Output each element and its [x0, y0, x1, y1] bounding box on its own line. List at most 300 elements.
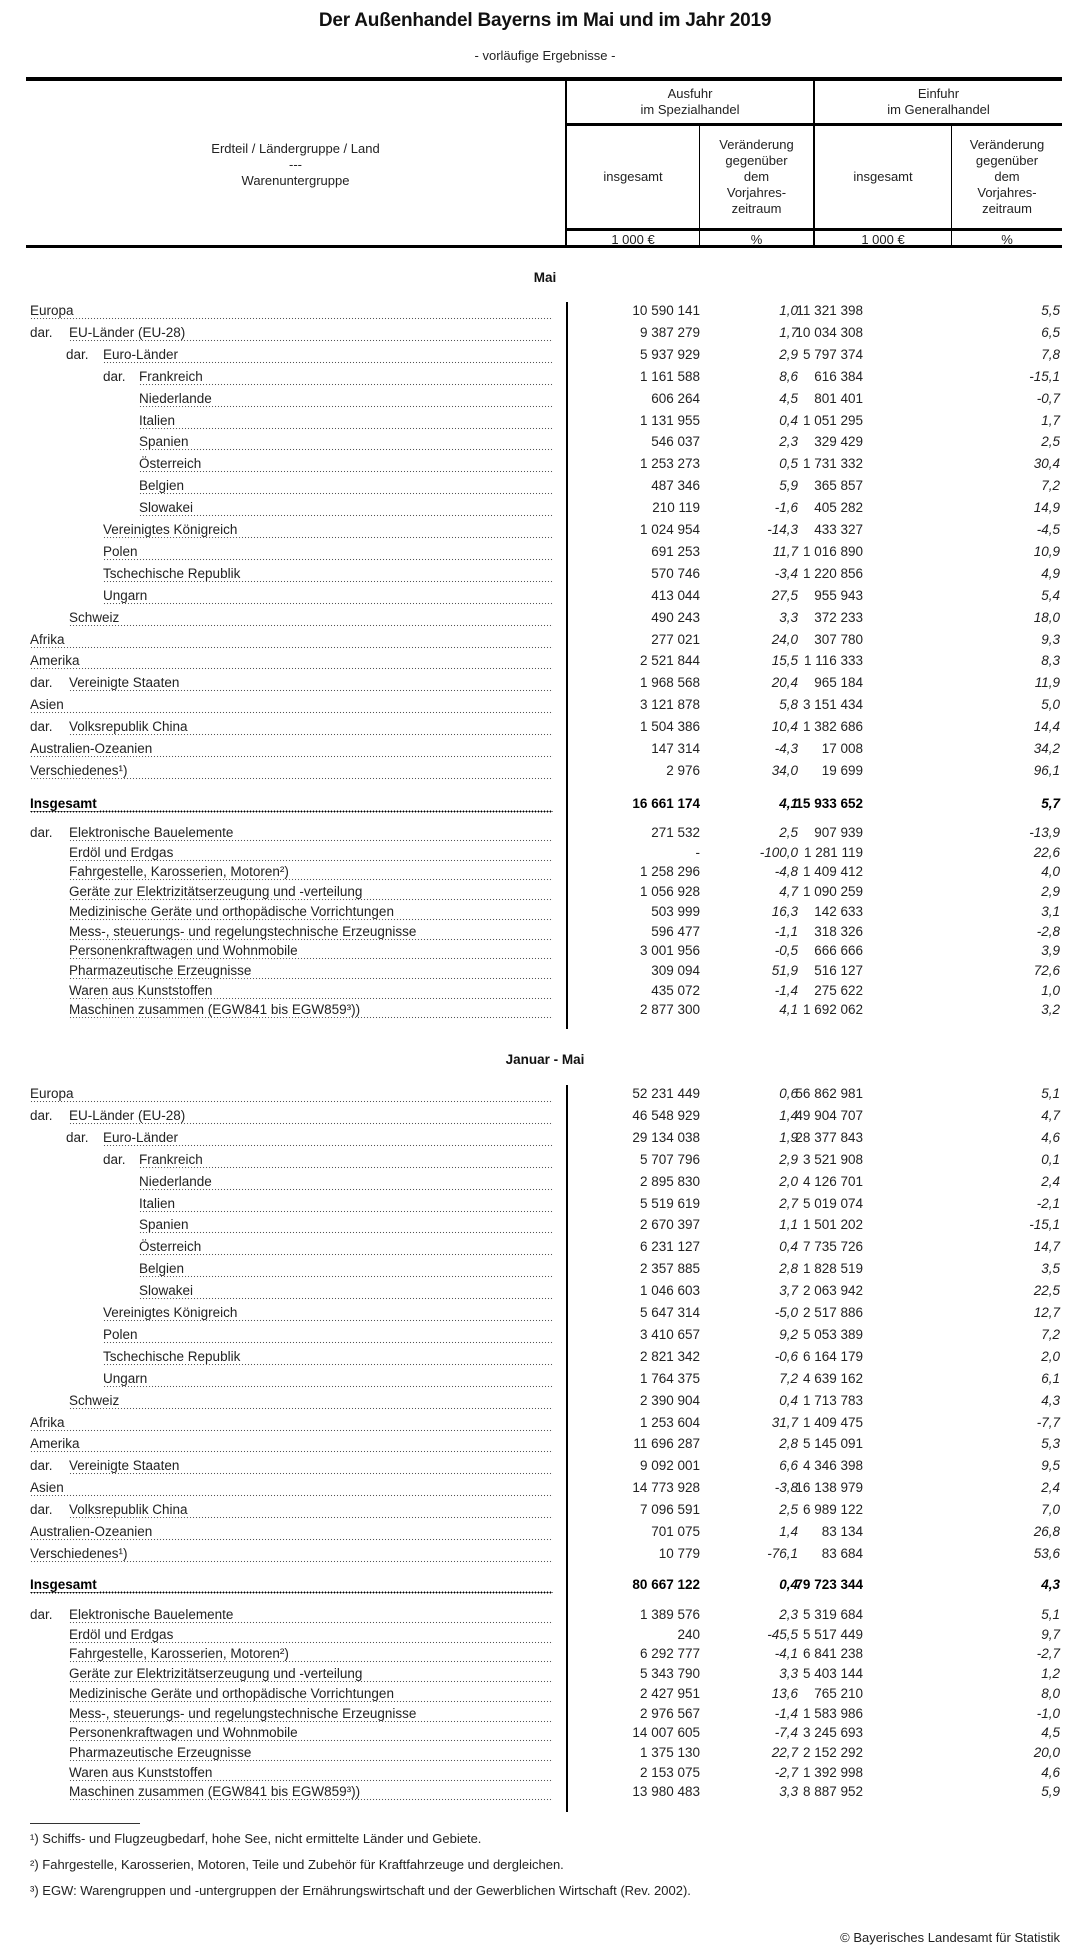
table-row: [0, 585, 1090, 607]
export-value: 1 024 954: [639, 522, 700, 537]
prefix-label: dar.: [30, 325, 53, 340]
row-label: [69, 325, 553, 343]
import-change: 72,6: [1033, 963, 1060, 978]
export-change: 2,8: [779, 1261, 798, 1276]
row-label: [69, 675, 553, 693]
import-change: -2,1: [1036, 1196, 1060, 1211]
table-row: [0, 1214, 1090, 1236]
header-label: dem: [994, 169, 1020, 184]
import-value: 7 735 726: [802, 1239, 863, 1254]
import-value: 5 403 144: [802, 1666, 863, 1681]
export-value: 1 161 588: [639, 369, 700, 384]
table-row: [0, 1127, 1090, 1149]
row-label-text: Fahrgestelle, Karosserien, Motoren²): [69, 1646, 292, 1661]
export-change: 13,6: [771, 1686, 798, 1701]
row-label: [69, 943, 553, 961]
import-change: 14,9: [1033, 500, 1060, 515]
import-value: 1 382 686: [802, 719, 863, 734]
export-value: 2 976 567: [639, 1706, 700, 1721]
export-value: 210 119: [652, 500, 700, 515]
section-title: Januar - Mai: [505, 1052, 585, 1067]
row-label: [103, 347, 553, 365]
export-change: 11,7: [772, 544, 798, 559]
header-label: Ausfuhr: [667, 86, 713, 101]
export-change: -7,4: [774, 1725, 798, 1740]
export-value: 2 670 397: [639, 1217, 700, 1232]
row-label-text: Slowakei: [139, 1283, 196, 1298]
row-label-text: Ungarn: [103, 588, 150, 603]
export-value: 271 532: [651, 825, 700, 840]
import-change: 5,0: [1041, 697, 1060, 712]
table-row: [0, 1280, 1090, 1302]
export-value: 487 346: [651, 478, 700, 493]
import-value: 1 016 890: [802, 544, 863, 559]
header-label: Veränderung: [969, 137, 1045, 152]
row-label: [139, 413, 553, 431]
goods-row: [0, 881, 1090, 903]
import-value: 965 184: [814, 675, 863, 690]
export-change: 1,1: [779, 1217, 798, 1232]
table-row: [0, 344, 1090, 366]
table-row: [0, 1543, 1090, 1565]
export-value: 6 292 777: [639, 1646, 700, 1661]
table-row: [0, 607, 1090, 629]
import-value: 1 692 062: [802, 1002, 863, 1017]
export-change: 3,3: [779, 1666, 798, 1681]
import-value: 1 731 332: [802, 456, 863, 471]
row-label-text: Australien-Ozeanien: [30, 1524, 155, 1539]
row-label-text: Maschinen zusammen (EGW841 bis EGW859³)): [69, 1784, 363, 1799]
table-row: [0, 1368, 1090, 1390]
import-value: 405 282: [814, 500, 863, 515]
export-value: 240: [677, 1627, 700, 1642]
row-label: [69, 1458, 553, 1476]
goods-row: [0, 901, 1090, 923]
row-label: [139, 1283, 553, 1301]
footnote-1: ¹) Schiffs- und Flugzeugbedarf, hohe See, nicht ermittelte Länder und Gebiete.: [30, 1831, 482, 1846]
export-value: 29 134 038: [632, 1130, 700, 1145]
row-label-text: Slowakei: [139, 500, 196, 515]
row-label-text: Spanien: [139, 434, 192, 449]
export-value: 2 427 951: [639, 1686, 700, 1701]
export-value: 1 375 130: [639, 1745, 700, 1760]
row-label-text: Vereinigte Staaten: [69, 675, 182, 690]
export-value: 14 773 928: [632, 1480, 700, 1495]
row-label-text: Volksrepublik China: [69, 1502, 191, 1517]
goods-row: [0, 1643, 1090, 1665]
export-value: 277 021: [651, 632, 700, 647]
row-label: [139, 1261, 553, 1279]
import-value: 56 862 981: [795, 1086, 863, 1101]
export-change-header: [700, 126, 813, 228]
export-value: 1 253 604: [639, 1415, 700, 1430]
import-value: 5 145 091: [802, 1436, 863, 1451]
import-value: 365 857: [814, 478, 863, 493]
row-label: [30, 741, 553, 759]
table-row: [0, 760, 1090, 782]
row-label-text: Österreich: [139, 456, 204, 471]
table-row: [0, 453, 1090, 475]
table-row: [0, 1346, 1090, 1368]
import-value: 372 233: [814, 610, 863, 625]
unit-label: 1 000 €: [611, 231, 655, 247]
import-value: 1 220 856: [802, 566, 863, 581]
section-title: Mai: [533, 270, 557, 285]
import-value: 2 152 292: [802, 1745, 863, 1760]
goods-row: [0, 1722, 1090, 1744]
export-value: 11 696 287: [633, 1436, 700, 1451]
export-value: 1 258 296: [639, 864, 700, 879]
import-change: 9,5: [1041, 1458, 1060, 1473]
goods-row: [0, 1742, 1090, 1764]
row-label-text: Erdöl und Erdgas: [69, 1627, 176, 1642]
export-value: 52 231 449: [632, 1086, 700, 1101]
import-change: 2,0: [1041, 1349, 1060, 1364]
table-row: [0, 497, 1090, 519]
row-label-text: Frankreich: [139, 369, 206, 384]
import-change: -7,7: [1036, 1415, 1060, 1430]
import-change: -0,7: [1036, 391, 1060, 406]
export-change: 22,7: [771, 1745, 798, 1760]
row-label-text: Italien: [139, 1196, 178, 1211]
export-value: 9 387 279: [639, 325, 700, 340]
unit-cell: [700, 231, 813, 248]
row-label: [103, 1327, 553, 1345]
table-row: [0, 1477, 1090, 1499]
row-label-text: Maschinen zusammen (EGW841 bis EGW859³)): [69, 1002, 363, 1017]
row-label-text: Belgien: [139, 478, 187, 493]
row-label-text: Geräte zur Elektrizitätserzeugung und -verteilung: [69, 1666, 365, 1681]
header-label: im Spezialhandel: [640, 102, 740, 117]
import-change: 34,2: [1033, 741, 1060, 756]
header-label: Erdteil / Ländergruppe / Land: [211, 140, 380, 156]
row-label-text: Afrika: [30, 1415, 68, 1430]
import-value: 1 501 202: [802, 1217, 863, 1232]
export-value: 2 521 844: [639, 653, 700, 668]
export-change: -45,5: [767, 1627, 798, 1642]
row-label: [69, 904, 553, 922]
export-change: 27,5: [771, 588, 798, 603]
import-change: 3,5: [1041, 1261, 1060, 1276]
import-value: 49 904 707: [795, 1108, 863, 1123]
export-value: 147 314: [651, 741, 700, 756]
import-value: 1 090 259: [802, 884, 863, 899]
header-label: insgesamt: [603, 169, 663, 184]
export-change: 10,4: [771, 719, 798, 734]
import-value: 19 699: [821, 763, 863, 778]
import-value: 142 633: [814, 904, 863, 919]
import-change: 6,5: [1041, 325, 1060, 340]
import-value: 329 429: [814, 434, 863, 449]
import-change: 5,9: [1041, 1784, 1060, 1799]
export-change: 2,3: [779, 1607, 798, 1622]
export-change: 4,1: [779, 796, 798, 811]
export-change: 9,2: [779, 1327, 798, 1342]
row-label: [69, 1002, 553, 1020]
export-change: 1,4: [779, 1108, 798, 1123]
row-label-text: Australien-Ozeanien: [30, 741, 155, 756]
row-label-text: Verschiedenes¹): [30, 763, 131, 778]
import-value: 3 521 908: [802, 1152, 863, 1167]
table-row: [0, 475, 1090, 497]
import-value: 11 321 398: [796, 303, 863, 318]
import-value: 318 326: [814, 924, 863, 939]
import-change: 6,1: [1041, 1371, 1060, 1386]
import-value: 1 051 295: [802, 413, 863, 428]
import-value: 1 281 119: [803, 845, 863, 860]
header-label: Warenuntergruppe: [241, 172, 350, 188]
row-label: [139, 1152, 553, 1170]
import-change: 4,3: [1041, 1577, 1060, 1592]
import-change: 14,4: [1033, 719, 1060, 734]
import-change: 5,7: [1041, 796, 1060, 811]
row-label-header: [26, 81, 565, 248]
import-value: 2 063 942: [802, 1283, 863, 1298]
import-value: 5 797 374: [802, 347, 863, 362]
import-change: 5,5: [1041, 303, 1060, 318]
export-value: 3 121 878: [639, 697, 700, 712]
import-change: 2,4: [1041, 1480, 1060, 1495]
row-label: [30, 1577, 553, 1595]
export-change: 1,4: [779, 1524, 798, 1539]
import-change: 4,9: [1041, 566, 1060, 581]
row-label: [69, 719, 553, 737]
row-label: [69, 1393, 553, 1411]
total-row: [0, 1574, 1090, 1596]
row-label: [103, 544, 553, 562]
row-label: [69, 1686, 553, 1704]
export-value: 490 243: [651, 610, 700, 625]
export-value: -: [695, 845, 700, 860]
import-value: 616 384: [814, 369, 863, 384]
table-row: [0, 388, 1090, 410]
import-value: 1 392 998: [802, 1765, 863, 1780]
goods-row: [0, 1663, 1090, 1685]
export-change: 16,3: [771, 904, 798, 919]
row-label: [30, 1086, 553, 1104]
import-change: 0,1: [1041, 1152, 1060, 1167]
import-value: 3 245 693: [802, 1725, 863, 1740]
row-label-text: Vereinigtes Königreich: [103, 1305, 240, 1320]
export-change: 34,0: [771, 763, 798, 778]
export-value: 80 667 122: [632, 1577, 700, 1592]
import-value: 6 164 179: [802, 1349, 863, 1364]
prefix-label: dar.: [30, 675, 53, 690]
import-value: 17 008: [821, 741, 863, 756]
import-value: 1 828 519: [802, 1261, 863, 1276]
import-change: -15,1: [1029, 1217, 1060, 1232]
table-row: [0, 1193, 1090, 1215]
import-value: 1 116 333: [803, 653, 863, 668]
import-value: 516 127: [814, 963, 863, 978]
unit-label: %: [1001, 231, 1013, 247]
row-label: [103, 1305, 553, 1323]
goods-row: [0, 861, 1090, 883]
row-label-text: Vereinigtes Königreich: [103, 522, 240, 537]
export-change: 4,5: [779, 391, 798, 406]
prefix-label: dar.: [103, 1152, 126, 1167]
export-change: -5,0: [774, 1305, 798, 1320]
row-label: [30, 632, 553, 650]
import-change: -2,7: [1036, 1646, 1060, 1661]
row-label-text: EU-Länder (EU-28): [69, 1108, 188, 1123]
row-label-text: Polen: [103, 1327, 141, 1342]
row-label-text: Waren aus Kunststoffen: [69, 983, 215, 998]
import-change: 53,6: [1033, 1546, 1060, 1561]
export-change: 2,9: [779, 347, 798, 362]
import-change: 8,0: [1041, 1686, 1060, 1701]
export-value: 413 044: [651, 588, 700, 603]
export-value: 3 410 657: [639, 1327, 700, 1342]
import-value: 955 943: [814, 588, 863, 603]
import-value: 907 939: [814, 825, 863, 840]
row-label: [30, 653, 553, 671]
import-change: 22,6: [1033, 845, 1060, 860]
row-label-text: Europa: [30, 303, 77, 318]
row-label: [30, 303, 553, 321]
row-label: [69, 610, 553, 628]
import-change: 1,2: [1041, 1666, 1060, 1681]
page-subtitle: - vorläufige Ergebnisse -: [474, 48, 616, 63]
import-change: 22,5: [1033, 1283, 1060, 1298]
table-row: [0, 1258, 1090, 1280]
import-change: 9,3: [1041, 632, 1060, 647]
import-value: 5 517 449: [802, 1627, 863, 1642]
footnote-separator: [30, 1823, 140, 1824]
import-total-header: [815, 126, 951, 228]
export-change: 0,4: [779, 1393, 798, 1408]
row-label-text: Ungarn: [103, 1371, 150, 1386]
import-value: 16 138 979: [795, 1480, 863, 1495]
row-label-text: Elektronische Bauelemente: [69, 1607, 236, 1622]
page-title: Der Außenhandel Bayerns im Mai und im Jahr 2019: [318, 10, 772, 31]
import-value: 5 019 074: [802, 1196, 863, 1211]
unit-cell: [815, 231, 951, 248]
export-change: -76,1: [767, 1546, 798, 1561]
export-value: 5 647 314: [639, 1305, 700, 1320]
export-value: 5 937 929: [639, 347, 700, 362]
import-value: 1 583 986: [802, 1706, 863, 1721]
row-label: [30, 1480, 553, 1498]
import-change: -2,8: [1036, 924, 1060, 939]
import-value: 4 346 398: [802, 1458, 863, 1473]
row-label-text: Belgien: [139, 1261, 187, 1276]
row-label-text: Pharmazeutische Erzeugnisse: [69, 1745, 254, 1760]
goods-row: [0, 960, 1090, 982]
import-value: 79 723 344: [795, 1577, 863, 1592]
table-row: [0, 1412, 1090, 1434]
export-change: 3,3: [779, 1784, 798, 1799]
import-change: 30,4: [1033, 456, 1060, 471]
row-label-text: Mess-, steuerungs- und regelungstechnische Erzeugnisse: [69, 924, 419, 939]
export-value: 546 037: [651, 434, 700, 449]
export-change: 0,4: [779, 413, 798, 428]
export-change: 7,2: [779, 1371, 798, 1386]
export-value: 701 075: [651, 1524, 700, 1539]
export-value: 7 096 591: [639, 1502, 700, 1517]
header-label: Einfuhr: [917, 86, 960, 101]
import-change-header: [952, 126, 1062, 228]
row-label-text: Europa: [30, 1086, 77, 1101]
row-label-text: Personenkraftwagen und Wohnmobile: [69, 943, 301, 958]
import-change: 2,9: [1041, 884, 1060, 899]
export-value: 10 779: [658, 1546, 700, 1561]
row-label-text: Pharmazeutische Erzeugnisse: [69, 963, 254, 978]
header-label: im Generalhandel: [887, 102, 990, 117]
export-change: 2,5: [779, 1502, 798, 1517]
export-value: 2 357 885: [639, 1261, 700, 1276]
export-change: 4,7: [779, 884, 798, 899]
row-label-text: Insgesamt: [30, 796, 100, 811]
import-value: 307 780: [814, 632, 863, 647]
row-label: [103, 522, 553, 540]
table-row: [0, 519, 1090, 541]
row-label: [30, 1546, 553, 1564]
header-label: zeitraum: [982, 201, 1032, 216]
row-label: [139, 369, 553, 387]
export-change: 2,8: [779, 1436, 798, 1451]
table-row: [0, 410, 1090, 432]
export-change: -0,6: [774, 1349, 798, 1364]
table-row: [0, 672, 1090, 694]
row-label-text: Amerika: [30, 1436, 83, 1451]
export-change: 0,4: [779, 1239, 798, 1254]
export-change: 20,4: [771, 675, 798, 690]
export-value: 5 519 619: [639, 1196, 700, 1211]
table-header: [26, 77, 1062, 248]
export-change: 2,7: [779, 1196, 798, 1211]
row-label-text: Niederlande: [139, 1174, 215, 1189]
unit-label: %: [750, 231, 763, 247]
row-label-text: Frankreich: [139, 1152, 206, 1167]
table-row: [0, 716, 1090, 738]
import-value: 28 377 843: [795, 1130, 863, 1145]
import-change: 20,0: [1033, 1745, 1060, 1760]
import-value: 6 989 122: [802, 1502, 863, 1517]
table-row: [0, 563, 1090, 585]
export-value: 6 231 127: [639, 1239, 700, 1254]
prefix-label: dar.: [30, 825, 53, 840]
export-value: 1 056 928: [639, 884, 700, 899]
row-label: [139, 391, 553, 409]
table-row: [0, 629, 1090, 651]
import-value: 801 401: [814, 391, 863, 406]
row-label: [30, 697, 553, 715]
row-label-text: Erdöl und Erdgas: [69, 845, 176, 860]
header-label: gegenüber: [975, 153, 1039, 168]
row-label-text: Amerika: [30, 653, 83, 668]
row-label: [139, 456, 553, 474]
table-row: [0, 694, 1090, 716]
copyright: © Bayerisches Landesamt für Statistik: [840, 1930, 1060, 1945]
export-value: 10 590 141: [632, 303, 700, 318]
import-value: 4 126 701: [802, 1174, 863, 1189]
export-header: [567, 81, 813, 123]
row-label-text: Medizinische Geräte und orthopädische Vorrichtungen: [69, 904, 397, 919]
row-label: [30, 1415, 553, 1433]
row-label-text: Tschechische Republik: [103, 566, 243, 581]
table-row: [0, 366, 1090, 388]
import-change: 12,7: [1033, 1305, 1060, 1320]
row-label: [69, 1502, 553, 1520]
export-change: 15,5: [771, 653, 798, 668]
import-change: 10,9: [1033, 544, 1060, 559]
row-label: [69, 1646, 553, 1664]
export-change: 24,0: [771, 632, 798, 647]
row-label-text: Euro-Länder: [103, 1130, 181, 1145]
export-value: 5 707 796: [639, 1152, 700, 1167]
unit-label: 1 000 €: [861, 231, 905, 247]
